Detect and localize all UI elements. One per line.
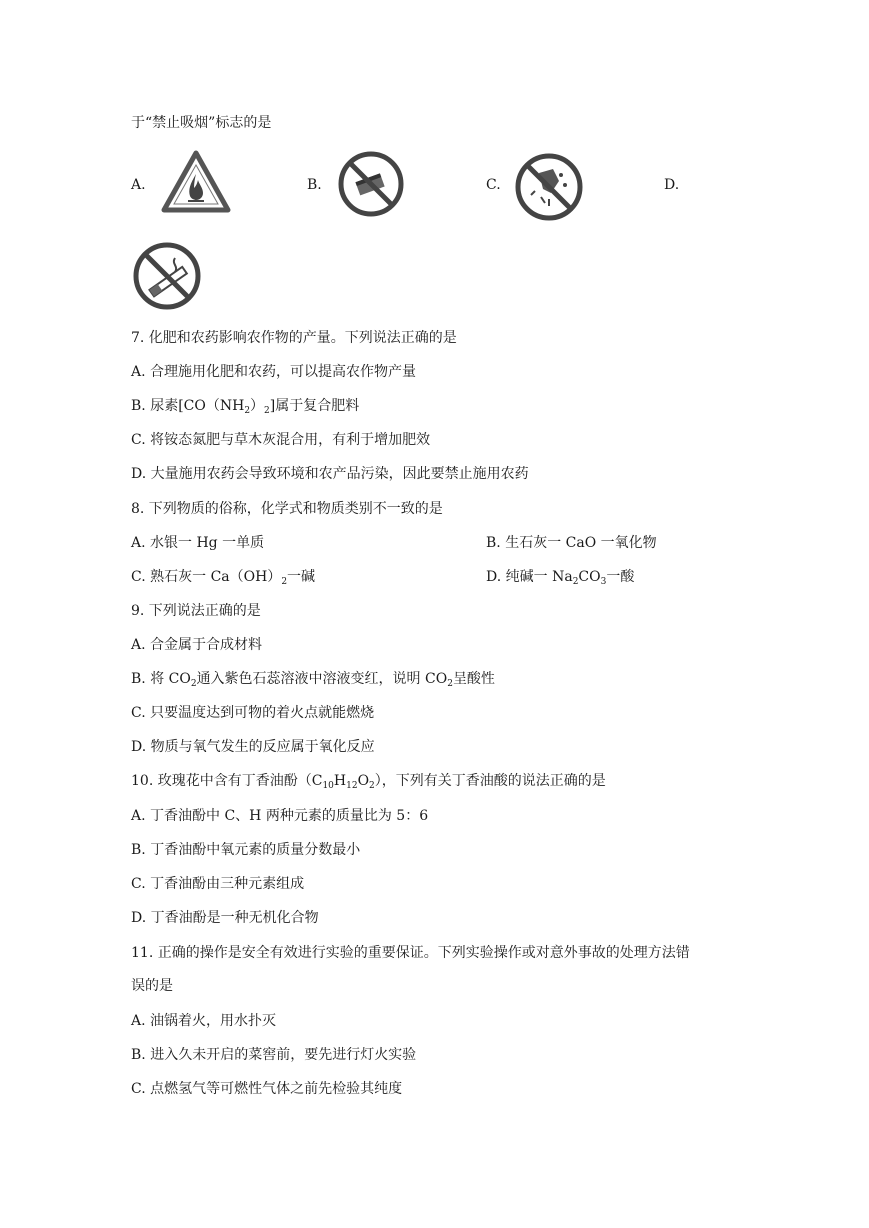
q7-b-sub2: 2 <box>264 406 270 416</box>
q10-mid2: O <box>357 773 370 789</box>
q8-d-pre: D. 纯碱一 Na <box>486 569 573 585</box>
q8-d-mid: CO <box>578 569 601 585</box>
q7-option-c: C. 将铵态氮肥与草木灰混合用，有利于增加肥效 <box>131 432 431 448</box>
q9-b-sub1: 2 <box>190 679 197 689</box>
q8-c-pre: C. 熟石灰一 Ca（OH） <box>131 569 282 585</box>
q9-b-mid: 通入紫色石蕊溶液中溶液变红，说明 CO <box>196 671 448 687</box>
q9-stem: 9. 下列说法正确的是 <box>131 603 261 619</box>
q7-option-b <box>131 396 359 416</box>
q6-option-c-label: C. <box>486 177 501 193</box>
q8-stem: 8. 下列物质的俗称，化学式和物质类别不一致的是 <box>131 501 443 517</box>
q6-stem-tail: 于“禁止吸烟”标志的是 <box>131 115 272 131</box>
q7-option-d: D. 大量施用农药会导致环境和农产品污染，因此要禁止施用农药 <box>131 466 529 482</box>
q9-option-a: A. 合金属于合成材料 <box>131 637 263 653</box>
q10-option-b: B. 丁香油酚中氧元素的质量分数最小 <box>131 842 361 858</box>
q7-b-sub1: 2 <box>244 406 251 416</box>
q8-option-d <box>486 567 634 587</box>
no-matches-icon <box>335 149 407 219</box>
q10-sub3: 2 <box>369 781 375 791</box>
q10-stem-pre: 10. 玫瑰花中含有丁香油酚（C <box>131 773 323 789</box>
flammable-warning-icon <box>160 148 232 216</box>
q7-b-pre: B. 尿素[CO（NH <box>131 398 245 414</box>
q10-sub1: 10 <box>322 781 334 791</box>
q8-option-a: A. 水银一 Hg 一单质 <box>131 535 265 551</box>
q11-stem-line1: 11. 正确的操作是安全有效进行实验的重要保证。下列实验操作或对意外事故的处理方法错 <box>131 945 690 961</box>
no-smoking-icon <box>131 240 203 312</box>
q9-option-c: C. 只要温度达到可物的着火点就能燃烧 <box>131 705 375 721</box>
q9-option-d: D. 物质与氧气发生的反应属于氧化反应 <box>131 739 375 755</box>
q8-d-sub1: 2 <box>572 577 579 587</box>
q8-d-sub2: 3 <box>600 577 607 587</box>
q7-b-mid: ） <box>250 398 265 414</box>
q6-option-b-label: B. <box>307 177 322 193</box>
q10-option-d: D. 丁香油酚是一种无机化合物 <box>131 910 319 926</box>
q9-b-sub2: 2 <box>447 679 453 689</box>
q10-option-a: A. 丁香油酚中 C、H 两种元素的质量比为 5：6 <box>131 808 429 824</box>
q11-option-a: A. 油锅着火，用水扑灭 <box>131 1013 277 1029</box>
q10-stem <box>131 771 606 791</box>
q8-c-sub: 2 <box>281 577 288 587</box>
q9-b-pre: B. 将 CO <box>131 671 191 687</box>
q10-mid1: H <box>333 773 347 789</box>
q6-option-a-label: A. <box>131 177 146 193</box>
q9-option-b <box>131 669 495 689</box>
q8-option-b: B. 生石灰一 CaO 一氧化物 <box>486 535 657 551</box>
no-fireworks-icon <box>513 151 585 223</box>
q11-option-b: B. 进入久未开启的菜窖前，要先进行灯火实验 <box>131 1047 417 1063</box>
q7-option-a: A. 合理施用化肥和农药，可以提高农作物产量 <box>131 364 417 380</box>
q8-c-post: 一碱 <box>287 569 316 585</box>
q9-b-post: 呈酸性 <box>452 671 495 687</box>
q6-option-d-label: D. <box>664 177 680 193</box>
q10-stem-post: ），下列有关丁香油酸的说法正确的是 <box>374 773 606 789</box>
q8-option-c <box>131 567 315 587</box>
q10-option-c: C. 丁香油酚由三种元素组成 <box>131 876 305 892</box>
q8-d-post: 一酸 <box>606 569 635 585</box>
q10-sub2: 12 <box>346 781 358 791</box>
q7-b-post: ]属于复合肥料 <box>269 398 360 414</box>
q11-option-c: C. 点燃氢气等可燃性气体之前先检验其纯度 <box>131 1081 403 1097</box>
q11-stem-line2: 误的是 <box>131 978 173 994</box>
q7-stem: 7. 化肥和农药影响农作物的产量。下列说法正确的是 <box>131 330 457 346</box>
